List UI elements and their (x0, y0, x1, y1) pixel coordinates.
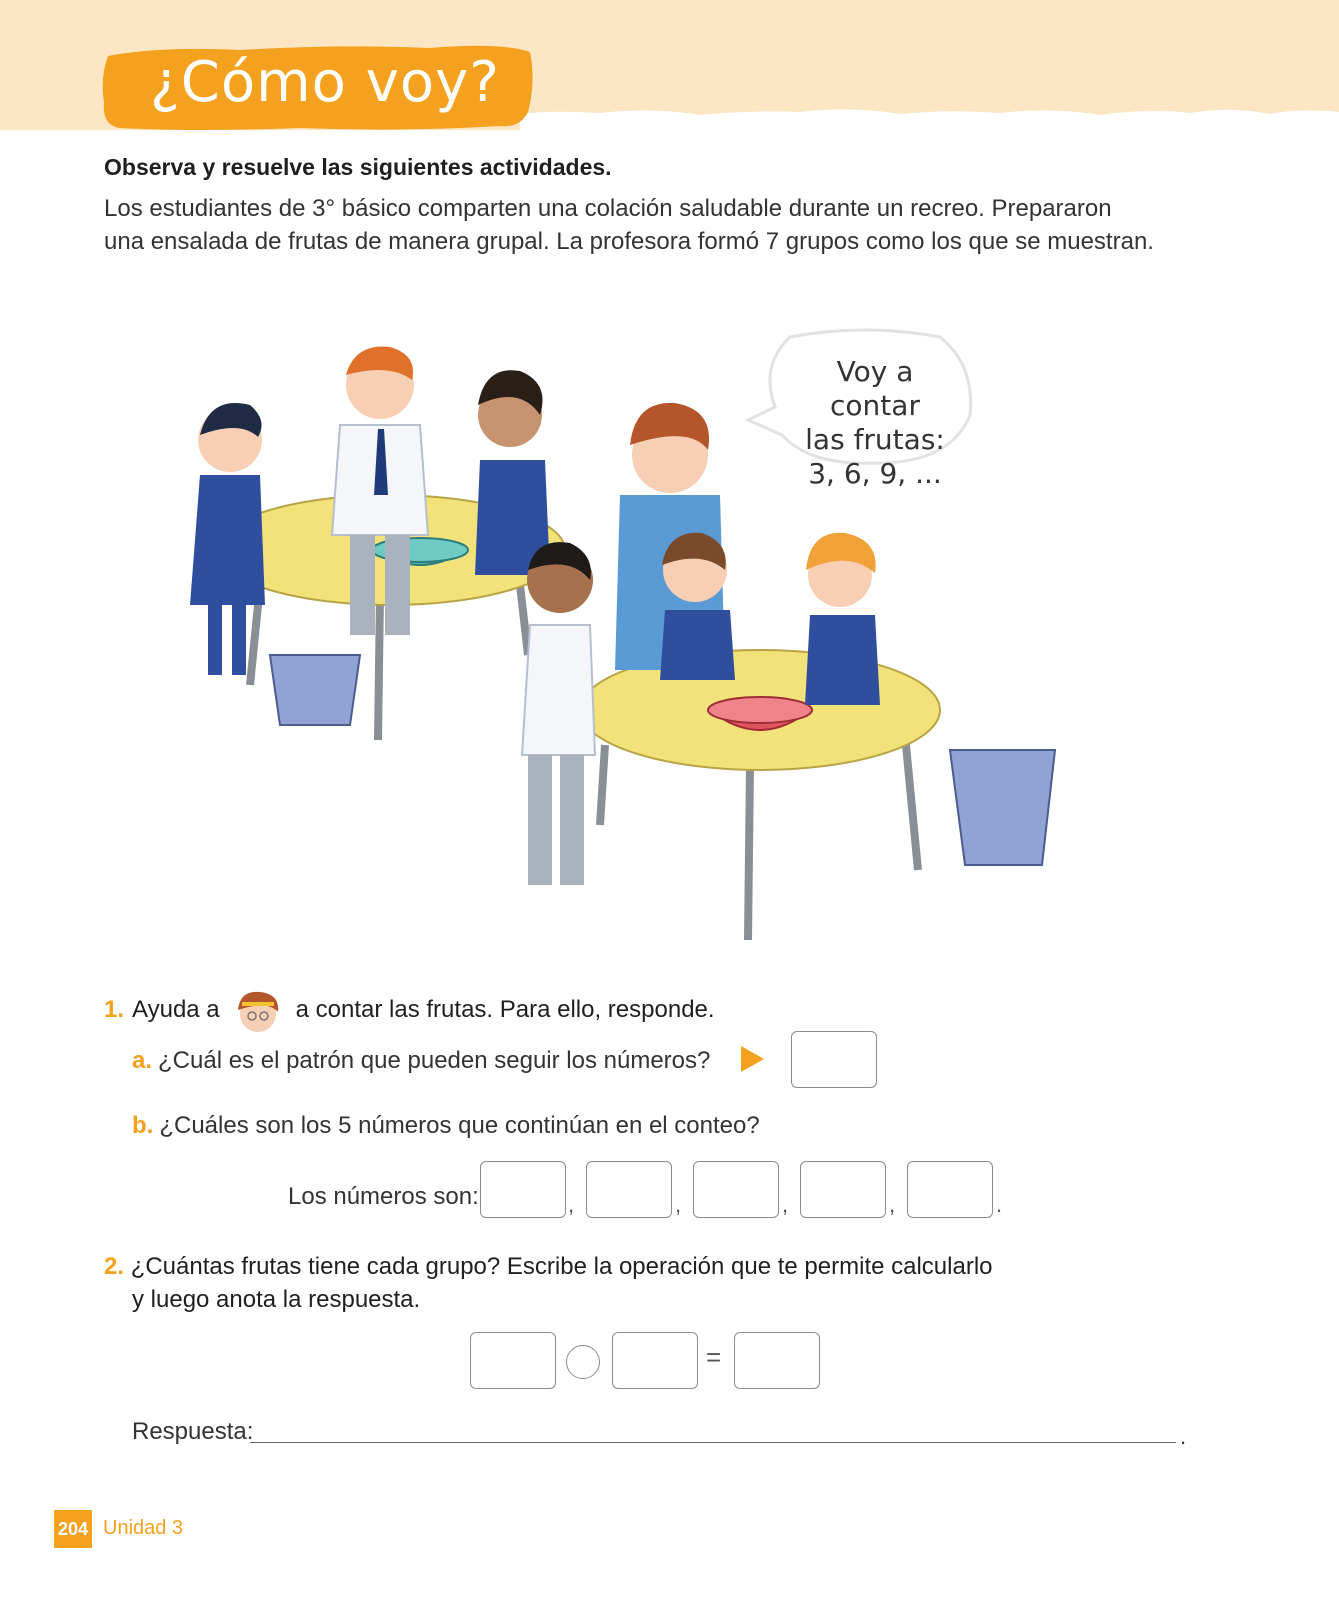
question-text: ¿Cuáles son los 5 números que continúan en el conteo? (159, 1112, 760, 1139)
intro-paragraph (104, 192, 1224, 258)
number-answer-box[interactable] (586, 1161, 672, 1218)
answer-label: Respuesta: (132, 1418, 254, 1445)
play-arrow-icon (738, 1044, 766, 1074)
bubble-line: Voy a contar (830, 355, 920, 422)
operand-box[interactable] (470, 1332, 556, 1389)
page-title: ¿Cómo voy? (150, 50, 500, 115)
question-text: y luego anota la respuesta. (132, 1286, 421, 1313)
student-girl-blonde (805, 533, 880, 705)
question-text: ¿Cuántas frutas tiene cada grupo? Escribe la operación que te permite calcularlo (130, 1253, 993, 1280)
separator-comma: , (568, 1192, 575, 1217)
instruction: Observa y resuelve las siguientes actividades. (104, 154, 612, 180)
bubble-line: las frutas: (805, 423, 945, 456)
page-number: 204 (54, 1510, 92, 1548)
result-box[interactable] (734, 1332, 820, 1389)
pattern-answer-box[interactable] (791, 1031, 877, 1088)
separator-comma: , (889, 1192, 896, 1217)
question-2 (104, 1250, 1104, 1316)
question-1a (132, 1047, 710, 1075)
question-number: 1. (104, 996, 125, 1023)
student-boy-curly (475, 370, 550, 575)
numbers-label: Los números son: (288, 1183, 479, 1210)
number-answer-box[interactable] (693, 1161, 779, 1218)
operand-box[interactable] (612, 1332, 698, 1389)
question-number: 2. (104, 1253, 125, 1280)
sub-letter: a. (132, 1047, 153, 1074)
number-answer-box[interactable] (800, 1161, 886, 1218)
operator-circle[interactable] (566, 1345, 600, 1379)
question-1b (132, 1112, 760, 1140)
intro-line: una ensalada de frutas de manera grupal. La profesora formó 7 grupos como los que se muestran. (104, 228, 1154, 255)
unit-label: Unidad 3 (103, 1517, 184, 1539)
teacher-avatar-icon (228, 980, 288, 1040)
answer-line[interactable] (250, 1442, 1176, 1443)
answer-period: . (1180, 1424, 1187, 1449)
question-text: ¿Cuál es el patrón que pueden seguir los números? (158, 1047, 711, 1074)
separator-period: . (996, 1192, 1003, 1217)
question-1 (104, 980, 715, 1040)
trash-bin-left (270, 655, 360, 725)
speech-bubble-text (790, 355, 960, 491)
number-answer-box[interactable] (907, 1161, 993, 1218)
front-table (580, 650, 940, 940)
bubble-line: 3, 6, 9, ... (808, 457, 942, 490)
separator-comma: , (675, 1192, 682, 1217)
student-boy-front (522, 542, 595, 885)
number-answer-box[interactable] (480, 1161, 566, 1218)
equals-sign: = (706, 1342, 722, 1372)
question-text: a contar las frutas. Para ello, responde. (295, 996, 715, 1023)
sub-letter: b. (132, 1112, 154, 1139)
intro-line: Los estudiantes de 3° básico comparten una colación saludable durante un recreo. Prepararon (104, 195, 1112, 222)
trash-bin-right (950, 750, 1055, 865)
separator-comma: , (782, 1192, 789, 1217)
question-text: Ayuda a (132, 996, 220, 1023)
